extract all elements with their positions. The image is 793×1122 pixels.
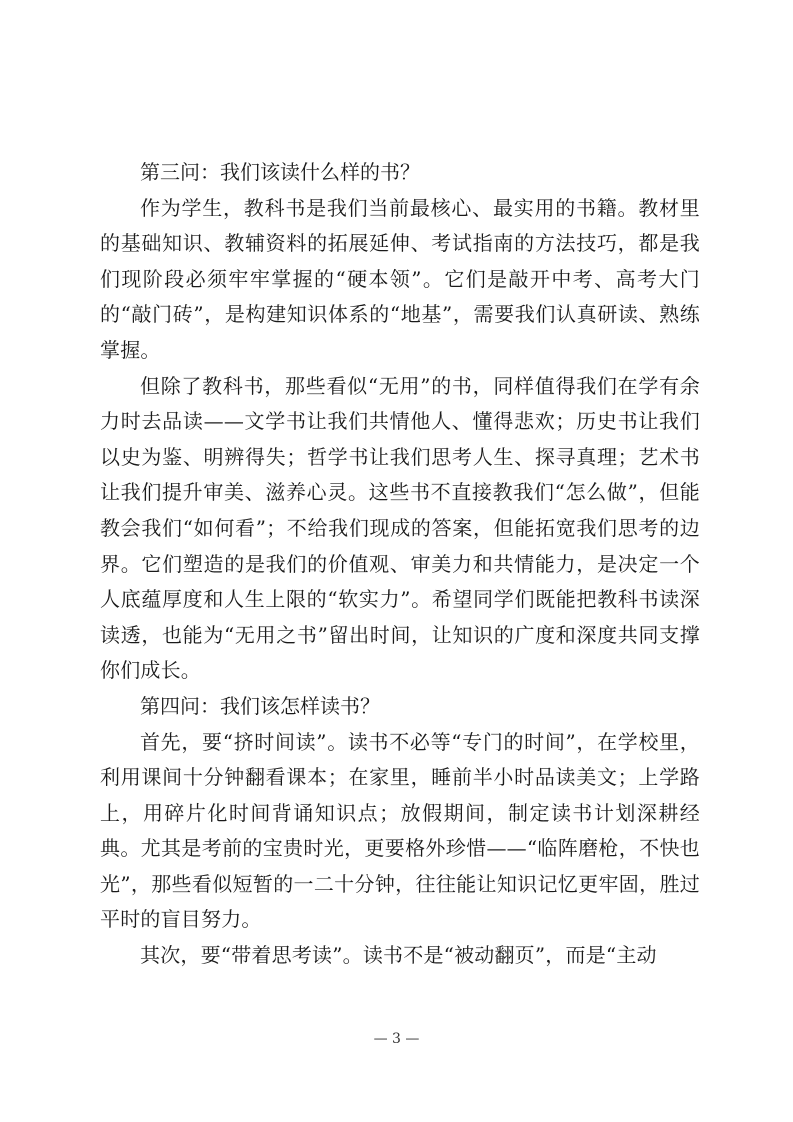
- paragraph-squeeze-time: 首先，要“挤时间读”。读书不必等“专门的时间”，在学校里，利用课间十分钟翻看课本；在家里，睡前半小时品读美文；上学路上，用碎片化时间背诵知识点；放假期间，制定读书计划深耕经典。尤其是考前的宝贵时光，更要格外珍惜——“临阵磨枪，不快也光”，那些看似短暂的一二十分钟，往往能让知识记忆更牢固，胜过平时的盲目努力。: [100, 729, 700, 932]
- paragraph-read-with-thinking: 其次，要“带着思考读”。读书不是“被动翻页”，而是“主动: [140, 943, 657, 968]
- document-body: [100, 155, 700, 974]
- page-number: — 3 —: [373, 1031, 420, 1047]
- section-heading-4: 第四问：我们该怎样读书？: [140, 693, 380, 718]
- section-heading-3: 第三问：我们该读什么样的书？: [140, 160, 420, 184]
- paragraph-useless-books: 但除了教科书，那些看似“无用”的书，同样值得我们在学有余力时去品读——文学书让我们共情他人、懂得悲欢；历史书让我们以史为鉴、明辨得失；哲学书让我们思考人生、探寻真理；艺术书让我们提升审美、滋养心灵。这些书不直接教我们“怎么做”，但能教会我们“如何看”；不给我们现成的答案，但能拓宽我们思考的边界。它们塑造的是我们的价值观、审美力和共情能力，是决定一个人底蕴厚度和人生上限的“软实力”。希望同学们既能把教科书读深读透，也能为“无用之书”留出时间，让知识的广度和深度共同支撑你们成长。: [100, 373, 700, 683]
- paragraph-textbooks: 作为学生，教科书是我们当前最核心、最实用的书籍。教材里的基础知识、教辅资料的拓展延伸、考试指南的方法技巧，都是我们现阶段必须牢牢掌握的“硬本领”。它们是敲开中考、高考大门的“敲门砖”，是构建知识体系的“地基”，需要我们认真研读、熟练掌握。: [100, 195, 700, 362]
